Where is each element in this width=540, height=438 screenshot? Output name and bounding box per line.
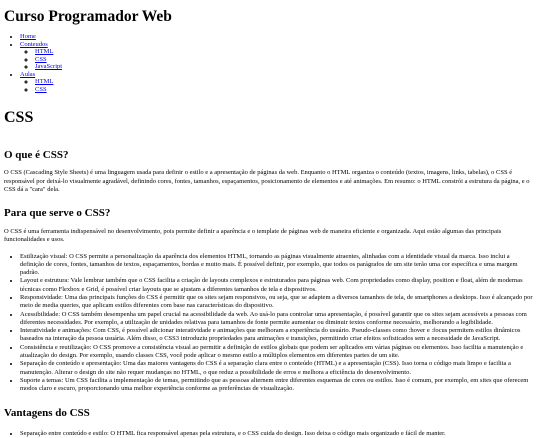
section-paragraph-what-is-css: O CSS (Cascading Style Sheets) é uma linguagem usada para definir o estilo e a apresentação de páginas da web. Enquanto o HTML organiza o conteúdo (textos, imagens, links, tabelas), o CSS é responsável por deixá-lo visualmente agradável, definindo cores, fontes, tamanhos, espaçamentos, posicionamento de elementos e até animações. Em resumo: o HTML constrói a estrutura da página, e o CSS dá a "cara" dela. <box>4 169 530 193</box>
nav-submenu-aulas <box>20 78 535 93</box>
nav-link-aulas-css[interactable]: CSS <box>35 85 47 93</box>
nav-link-conteudos-html[interactable]: HTML <box>35 48 54 55</box>
nav-item-home <box>20 33 535 41</box>
nav-subitem <box>35 63 535 71</box>
list-item: • Responsividade: Uma das principais funções do CSS é permitir que os sites sejam responsivos, ou seja, que se adaptem a diversos tamanhos de tela, de smartphones a desktops. Isso é alcançado por meio de media queries, que aplicam estilos diferentes com base nas características do dispositivo. <box>20 294 535 311</box>
section-heading-advantages: Vantagens do CSS <box>4 406 90 419</box>
section-heading-what-is-css: O que é CSS? <box>4 149 69 161</box>
advantages-list <box>4 430 535 438</box>
purpose-list <box>4 253 535 394</box>
nav-subitem <box>35 56 535 64</box>
nav-link-conteudos-css[interactable]: CSS <box>35 55 47 63</box>
nav-item-aulas <box>20 71 535 94</box>
nav-submenu-conteudos <box>20 48 535 71</box>
site-title: Curso Programador Web <box>4 8 172 25</box>
nav-link-conteudos-javascript[interactable]: JavaScript <box>35 63 63 70</box>
list-item: • Interatividade e animações: Com CSS, é possível adicionar interatividade e animações que melhoram a experiência do usuário. Pseudo-classes como :hover e :focus permitem estilos dinâmicos baseados na interação da pessoa usuária. Além disso, o CSS3 introduziu propriedades para animações e transições, permitindo criar efeitos sofisticados sem a necessidade de JavaScript. <box>20 327 535 344</box>
section-paragraph-purpose: O CSS é uma ferramenta indispensável no desenvolvimento, pois permite definir a aparência e o template de páginas web de maneira eficiente e organizada. Aqui estão algumas das principais funcionalidades e usos. <box>4 227 502 243</box>
nav-link-aulas[interactable]: Aulas <box>20 70 36 78</box>
list-item: • Separação de conteúdo e apresentação: Uma das maiores vantagens do CSS é a separação clara entre o conteúdo (HTML) e a apresentação (CSS). Isso torna o código mais limpo e facilita a manutenção. Alterar o design do site não requer mudanças no HTML, o que reduz a possibilidade de erros e melhora a eficiência do desenvolvimento. <box>20 360 535 377</box>
nav-subitem <box>35 48 535 56</box>
section-heading-purpose: Para que serve o CSS? <box>4 206 111 219</box>
list-item: • Estilização visual: O CSS permite a personalização da aparência dos elementos HTML, tornando as páginas visualmente atraentes, alinhadas com a identidade visual da marca. Isso inclui a definição de cores, fontes, tamanhos de textos, espaçamentos, bordas e muito mais. É possível definir, por exemplo, que todos os parágrafos de um site terão uma cor específica e uma margem padrão. <box>20 253 535 278</box>
nav-subitem <box>35 86 535 94</box>
nav-item-conteudos <box>20 41 535 71</box>
list-item: • Separação entre conteúdo e estilo: O HTML fica responsável apenas pela estrutura, e o CSS cuida do design. Isso deixa o código mais organizado e fácil de manter. <box>20 430 535 438</box>
page-title: CSS <box>4 109 34 126</box>
list-item: • Consistência e reutilização: O CSS promove a consistência visual ao permitir a definição de estilos globais que podem ser aplicados em várias páginas ou elementos. Isso facilita a manutenção e atualização do design. Por exemplo, usando classes CSS, você pode aplicar o mesmo estilo a múltiplos elementos em diferentes partes de um site. <box>20 344 535 361</box>
main-nav <box>4 33 535 93</box>
nav-link-home[interactable]: Home <box>20 33 36 40</box>
nav-link-conteudos[interactable]: Conteudos <box>20 40 48 48</box>
list-item: • Acessibilidade: O CSS também desempenha um papel crucial na acessibilidade da web. Ao usá-lo para controlar uma apresentação, é possível garantir que os sites sejam acessíveis a pessoas com diferentes necessidades. Por exemplo, a utilização de unidades relativas para tamanhos de fonte permite aumentar ou diminuir textos conforme necessário, melhorando a legibilidade. <box>20 311 535 328</box>
nav-subitem <box>35 78 535 86</box>
nav-link-aulas-html[interactable]: HTML <box>35 78 54 85</box>
list-item: • Layout e estrutura: Vale lembrar também que o CSS facilita a criação de layouts complexos e estruturados para páginas web. Com propriedades como display, position e float, além de modernas técnicas como Flexbox e Grid, é possível criar layouts que se ajustam a diferentes tamanhos de tela e dispositivos. <box>20 277 535 294</box>
list-item: • Suporte a temas: Um CSS facilita a implementação de temas, permitindo que as pessoas alternem entre diferentes esquemas de cores ou estilos. Isso é comum, por exemplo, em sites que oferecem modos claro e escuro, proporcionando uma melhor experiência conforme as preferências de visualização. <box>20 377 535 394</box>
